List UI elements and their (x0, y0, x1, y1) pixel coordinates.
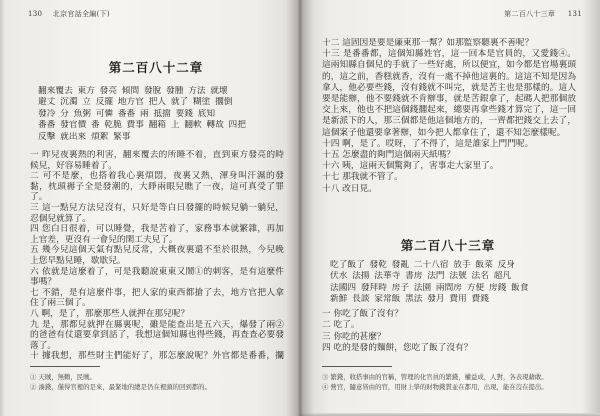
right-dialogue (322, 309, 576, 355)
vocab-line: 伏水 法揚 法華寺 書房 法門 法號 法名 超凡 (330, 271, 512, 282)
paragraph: 六 依就是這麼着了，可是我聽說東東又鬧①的刺客，是有這麼件事嗎？ (30, 266, 284, 288)
paragraph: 七 不錯，是有這麼件事，把人家的東西都搶了去，地方官把人拿住了兩三個了。 (30, 287, 284, 309)
right-vocab-list (330, 260, 574, 306)
paragraph: 十八 改日見。 (322, 183, 377, 194)
paragraph: 三 這一點兒方法兒沒有，只好是等白日發擺的時候兒躺一躺兒，忍個兒就算了。 (30, 202, 284, 224)
footnote: ② 湊錢，僅得官裡的是來，最緊地的總是仍在裡頭的回到都的。 (30, 383, 211, 391)
left-page-number: 130 (28, 10, 43, 18)
vocab-line: 避丈 沉濁 立 反擺 地方官 把人 就了 糊塗 擱倒 (38, 97, 233, 108)
dialogue-line: 四 吃的是發的麵餅，您吃了飯了沒有？ (322, 343, 473, 354)
paragraph: 八 啊，是了，那麼那些人就押在那兒呢？ (30, 308, 190, 319)
vocab-line: 新鮮 長談 家常飯 黑法 發月 費用 費錢 (330, 294, 489, 305)
paragraph: 十三 是番番都，這個知縣姓官，這一回本是官員的，又愛錢④。這兩知縣自個兒的手就了一些好處，所以便宜，如今都是官場裏頭的，這之前，香糕就香，沒有一處不掉他這裏的。這這不知是因為拿人，他必要些錢，沒有錢就不叫完，就是苦主也是那樣的。這人要是能辦，他不要錢就不肯辦事，就是苦銀拿了，起碼人把那個放交上來，他也不把這個錢擱起來，總要再拿些錢才算完了，這一回是新派下的人，那三個都是他這個地方的，一齊都把錢交上去了，這個案子他還要拿著辦，如今把人都拿住了，還不知怎麼樣呢。 (322, 49, 576, 138)
paragraph: 九 是，那都兒就押在縣裏呢，雖是能查出是五六天，爆發了兩②的爸爸有仗還要拿到話了，我想這個知縣也得些錢，再查查必要發落了。 (30, 319, 284, 351)
paragraph: 四 您白日很着，可以睡覺，我是苦着了，家務事本就繁雜，再加上官差，更沒有一會兒的閑工夫兒了。 (30, 224, 284, 245)
footnote: ④ 營官，隨意皆由的官，用財上學的財物錢貫並在都用，出現，能在沒在提出。 (322, 383, 548, 391)
dialogue-line: 二 吃了。 (322, 320, 360, 331)
right-footnotes (322, 372, 576, 392)
right-page (300, 0, 600, 416)
paragraph: 五 幾今兒這個天氣有點兒反常，大概夜裏還不至於很熱，今兒晚上您早點兒睡，歇歇兒。 (30, 245, 284, 266)
left-vocab-list (38, 86, 282, 143)
dialogue-line: 三 你吃的甚麼？ (322, 331, 386, 342)
vocab-line: 反擊 就出來 煩絮 緊事 (38, 131, 131, 142)
left-running-header (28, 9, 118, 19)
paragraph: 十六 咦，這兩天個驚夠了，害事走大家里了。 (322, 161, 499, 172)
paragraph: 十四 啊，是了。哎呀，了不得了，這是誰家上門門呢。 (322, 138, 534, 149)
right-chapter-title: 第二百八十三章 (400, 238, 496, 253)
vocab-line: 法國四 發拜時 房子 法園 兩間房 方便 房錢 飯食 (330, 282, 529, 293)
dialogue-line: 一 你吃了飯了沒有？ (322, 309, 403, 319)
left-chapter-title: 第二百八十二章 (108, 60, 204, 75)
vocab-line: 番番 發官價 番 乾脆 費事 翻箱 上 翻軟 轉故 四把 (38, 120, 246, 131)
footnote: ① 天賊，無賴，民賊。 (30, 373, 96, 381)
footnote: ③ 繁錢，收搭事由的官稱，管理的化官員的繁錢，權益成，人對，各表現藉敢。 (322, 373, 548, 381)
vocab-line: 翻來覆去 東方 發亮 傾間 發脫 發腫 方法 就壞 (38, 86, 228, 96)
paragraph: 十二 這固因是要是廉東那一幫？如那監察聽裏不善呢？ (322, 38, 534, 48)
right-page-number: 131 (567, 10, 582, 18)
paragraph: 二 可不是麼，也搭着我心裏煩悶，夜裏又熱，渾身叫汗濕的發黏，枕頭褥子全是發潮的，大睜兩眼兒瞧了一夜，這可真受了罪了。 (30, 171, 284, 203)
left-footnotes (30, 372, 284, 392)
vocab-line: 發冷 分 魚粥 可憐 番番 兩 抵擋 要錢 底知 (38, 108, 216, 119)
paragraph: 十五 怎麼盡的夠門這個兩天紙嗎？ (322, 150, 456, 161)
paragraph: 十七 那我就不管了。 (322, 172, 403, 183)
right-body-text (322, 38, 576, 218)
left-running-title: 北京官話全編(下) (52, 10, 110, 18)
right-running-header (494, 9, 582, 19)
right-running-title: 第二百八十三章 (504, 10, 556, 18)
left-body-text (30, 150, 284, 362)
footnote-divider (30, 366, 100, 367)
vocab-line: 吃了飯了 發乾 發亂 二十八宿 放手 飯菜 反身 (330, 260, 515, 270)
paragraph: 一 昨兒夜裏熱的利害，翻來覆去的所睡不着，直到東方發亮的時候兒，好容易睡着了。 (30, 150, 284, 171)
footnote-divider (322, 366, 392, 367)
paragraph: 十 據我想，那些財主們能好了，那怎麼說呢？外官都是番番，攔 (30, 351, 284, 362)
